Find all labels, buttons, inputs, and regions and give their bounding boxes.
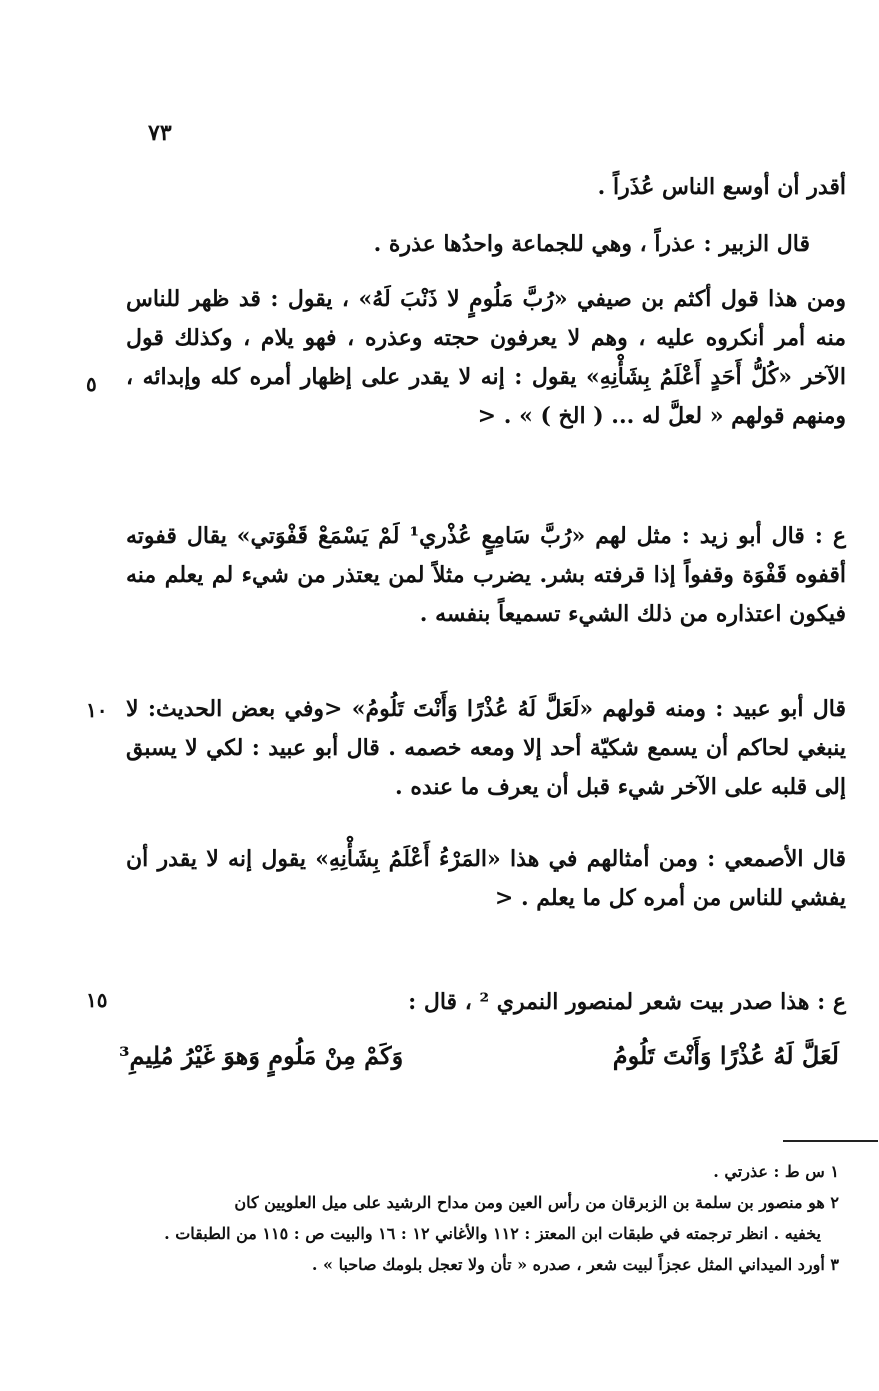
paragraph-4: ع : قال أبو زيد : مثل لهم «رُبَّ سَامِعٍ عُذْري¹ لَمْ يَسْمَعْ قَفْوَتي» يقال قفوته أقفوه قَفْوَة وقفواً إذا قرفته بشر. يضرب مثلاً لمن يعتذر من شيء لم يعلم منه فيكون اعتذاره من ذلك الشيء تسميعاً بنفسه . bbox=[126, 523, 846, 627]
footnote-2: ٢ هو منصور بن سلمة بن الزبرقان من رأس العين ومن مداح الرشيد على ميل العلويين كان bbox=[234, 1193, 839, 1212]
verse-second-hemistich: وَكَمْ مِنْ مَلُومٍ وَهوَ غَيْرُ مُلِيمِ³ bbox=[119, 1041, 404, 1070]
page-number: ٧٣ bbox=[148, 120, 172, 146]
paragraph-7: ع : هذا صدر بيت شعر لمنصور النمري ² ، قال : bbox=[408, 989, 846, 1015]
verse-first-hemistich: لَعَلَّ لَهُ عُذْرًا وَأَنْتَ تَلُومُ bbox=[612, 1041, 839, 1070]
footnote-2-continued: يخفيه . انظر ترجمته في طبقات ابن المعتز : ١١٢ والأغاني ١٢ : ١٦ والبيت ص : ١١٥ من الطبقات . bbox=[164, 1224, 821, 1243]
line-number-15: ١٥ bbox=[86, 988, 108, 1012]
paragraph-1: أقدر أن أوسع الناس عُذَراً . bbox=[597, 174, 846, 200]
poem-verse bbox=[119, 1036, 839, 1076]
paragraph-2: قال الزبير : عذراً ، وهي للجماعة واحدُها عذرة . bbox=[373, 231, 810, 257]
line-number-5: ٥ bbox=[86, 372, 97, 396]
line-number-10: ١٠ bbox=[86, 698, 108, 722]
footnotes bbox=[139, 1156, 839, 1280]
paragraph-3: ومن هذا قول أكثم بن صيفي «رُبَّ مَلُومٍ لا ذَنْبَ لَهُ» ، يقول : قد ظهر للناس منه أمر أنكروه عليه ، وهم لا يعرفون حجته وعذره ، فهو يلام ، وكذلك قول الآخر «كُلُّ أَحَدٍ أَعْلَمُ بِشَأْنِهِ» يقول : إنه لا يقدر على إظهار أمره كله وإبدائه ، ومنهم قولهم « لعلَّ له ... ( الخ ) » . < bbox=[126, 286, 846, 429]
paragraph-5: قال أبو عبيد : ومنه قولهم «لَعَلَّ لَهُ عُذْرًا وَأَنْتَ تَلُومُ» <وفي بعض الحديث: لا ينبغي لحاكم أن يسمع شكيّة أحد إلا ومعه خصمه . قال أبو عبيد : لكي لا يسبق إلى قلبه على الآخر شيء قبل أن يعرف ما عنده . bbox=[126, 696, 846, 800]
footnote-divider bbox=[783, 1140, 878, 1142]
footnote-1: ١ س ط : عذرتي . bbox=[713, 1162, 839, 1181]
paragraph-6: قال الأصمعي : ومن أمثالهم في هذا «المَرْءُ أَعْلَمُ بِشَأْنِهِ» يقول إنه لا يقدر أن يفشي للناس من أمره كل ما يعلم . < bbox=[126, 846, 846, 911]
footnote-3: ٣ أورد الميداني المثل عجزاً لبيت شعر ، صدره « تأن ولا تعجل بلومك صاحبا » . bbox=[311, 1255, 839, 1274]
